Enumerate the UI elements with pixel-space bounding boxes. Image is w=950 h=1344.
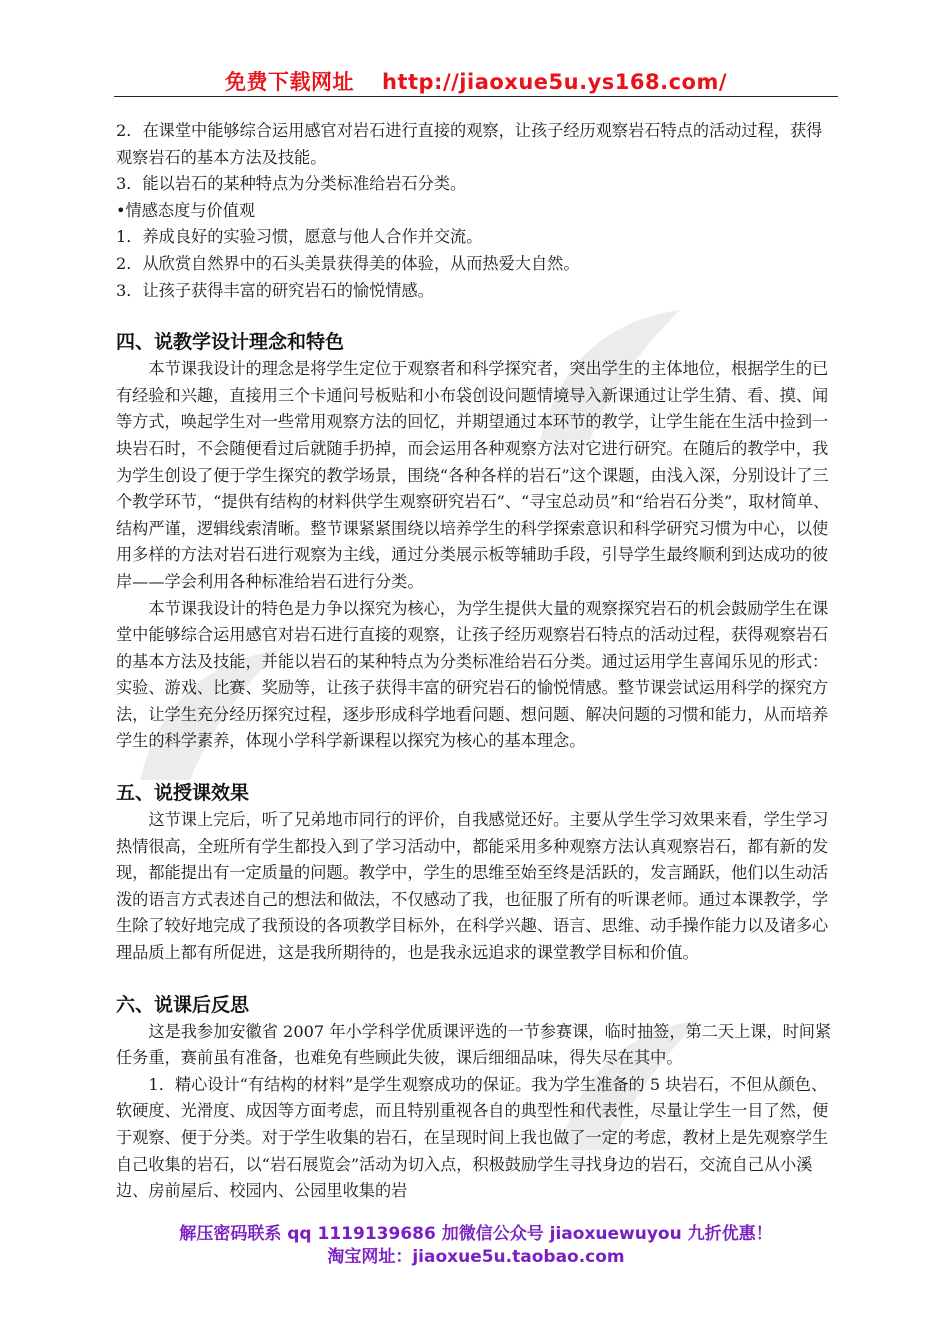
objective-heading-attitude: •情感态度与价值观: [116, 200, 256, 220]
objective-attitude-2: 2．从欣赏自然界中的石头美景获得美的体验，从而热爱大自然。: [116, 253, 580, 273]
section-5-paragraph-1: 这节课上完后，听了兄弟地市同行的评价，自我感觉还好。主要从学生学习效果来看，学生学习热情很高，全班所有学生都投入到了学习活动中，都能采用多种观察方法认真观察岩石，都有新的发现，都能提出有一定质量的问题。教学中，学生的思维至始至终是活跃的，发言踊跃，他们以生动活泼的语言方式表述自己的想法和做法，不仅感动了我，也征服了所有的听课老师。通过本课教学，学生除了较好地完成了我预设的各项教学目标外，在科学兴趣、语言、思维、动手操作能力以及诸多心理品质上都有所促进，这是我所期待的，也是我永远追求的课堂教学目标和价值。: [116, 810, 829, 963]
footer-contact: 解压密码联系 qq 1119139686 加微信公众号 jiaoxuewuyou 九折优惠！: [179, 1224, 773, 1244]
objective-attitude-1: 1．养成良好的实验习惯，愿意与他人合作并交流。: [116, 227, 483, 247]
page-header: [114, 66, 838, 96]
section-heading-6: 六、说课后反思: [116, 993, 250, 1016]
section-heading-4: 四、说教学设计理念和特色: [116, 331, 345, 354]
objective-attitude-3: 3．让孩子获得丰富的研究岩石的愉悦情感。: [116, 280, 434, 300]
header-label: 免费下载网址: [225, 70, 354, 94]
section-heading-5: 五、说授课效果: [116, 782, 250, 805]
header-divider: [114, 96, 838, 97]
document-body: [116, 118, 838, 1205]
section-6-paragraph-1: 这是我参加安徽省 2007 年小学科学优质课评选的一节参赛课，临时抽签，第二天上课，时间紧任务重，赛前虽有准备，也难免有些顾此失彼，课后细细品味，得失尽在其中。: [116, 1021, 832, 1068]
header-url[interactable]: http://jiaoxue5u.ys168.com/: [382, 70, 727, 94]
section-6-paragraph-2: 1．精心设计“有结构的材料”是学生观察成功的保证。我为学生准备的 5 块岩石，不但从颜色、软硬度、光滑度、成因等方面考虑，而且特别重视各自的典型性和代表性，尽量让学生一目了然，便于观察、便于分类。对于学生收集的岩石，在呈现时间上我也做了一定的考虑，教材上是先观察学生自己收集的岩石，以“岩石展览会”活动为切入点，积极鼓励学生寻找身边的岩石，交流自己从小溪边、房前屋后、校园内、公园里收集的岩: [116, 1074, 829, 1201]
objective-skill-2: 2．在课堂中能够综合运用感官对岩石进行直接的观察，让孩子经历观察岩石特点的活动过程，获得观察岩石的基本方法及技能。: [116, 121, 823, 167]
section-4-paragraph-2: 本节课我设计的特色是力争以探究为核心，为学生提供大量的观察探究岩石的机会鼓励学生在课堂中能够综合运用感官对岩石进行直接的观察，让孩子经历观察岩石特点的活动过程，获得观察岩石的基本方法及技能，并能以岩石的某种特点为分类标准给岩石分类。通过运用学生喜闻乐见的形式：实验、游戏、比赛、奖励等，让孩子获得丰富的研究岩石的愉悦情感。整节课尝试运用科学的探究方法，让学生充分经历探究过程，逐步形成科学地看问题、想问题、解决问题的习惯和能力，从而培养学生的科学素养，体现小学科学新课程以探究为核心的基本理念。: [116, 598, 829, 751]
footer-shop-link[interactable]: 淘宝网址：jiaoxue5u.taobao.com: [327, 1247, 625, 1267]
section-4-paragraph-1: 本节课我设计的理念是将学生定位于观察者和科学探究者，突出学生的主体地位，根据学生的已有经验和兴趣，直接用三个卡通问号板贴和小布袋创设问题情境导入新课通过让学生猜、看、摸、闻等方式，唤起学生对一些常用观察方法的回忆，并期望通过本环节的教学，让学生能在生活中捡到一块岩石时，不会随便看过后就随手扔掉，而会运用各种观察方法对它进行研究。在随后的教学中，我为学生创设了便于学生探究的教学场景，围绕“各种各样的岩石”这个课题，由浅入深，分别设计了三个教学环节，“提供有结构的材料供学生观察研究岩石”、“寻宝总动员”和“给岩石分类”，取材简单、结构严谨，逻辑线索清晰。整节课紧紧围绕以培养学生的科学探索意识和科学研究习惯为中心，以使用多样的方法对岩石进行观察为主线，通过分类展示板等辅助手段，引导学生最终顺利到达成功的彼岸——学会利用各种标准给岩石进行分类。: [116, 359, 830, 591]
objective-skill-3: 3．能以岩石的某种特点为分类标准给岩石分类。: [116, 174, 467, 194]
